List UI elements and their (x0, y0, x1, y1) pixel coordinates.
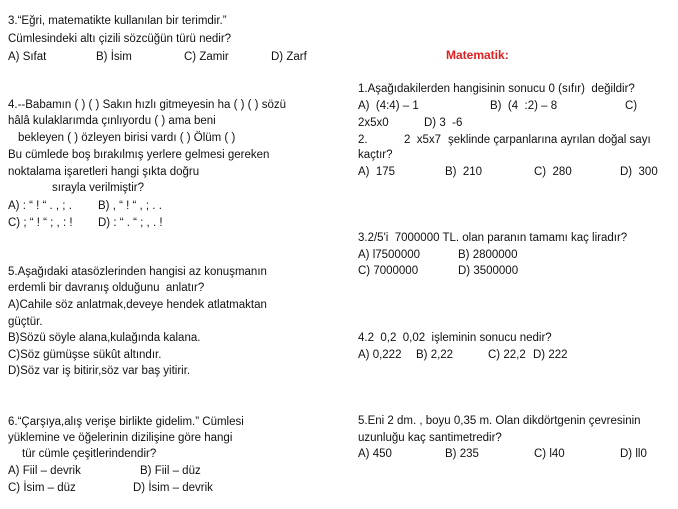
math-question-3-option-a: A) l7500000 (358, 249, 421, 261)
question-5-option-d: D)Söz var iş bitirir,söz var baş yitirir. (8, 365, 191, 377)
math-question-4-option-d: D) 222 (533, 349, 568, 361)
question-3-option-a: A) Sıfat (8, 51, 47, 63)
math-question-5-option-a: A) 450 (358, 448, 392, 460)
question-5-option-a: A)Cahile söz anlatmak,deveye hendek atlatmaktan (8, 299, 267, 311)
question-3-option-d: D) Zarf (271, 51, 307, 63)
question-6-option-b: B) Fiil – düz (140, 465, 201, 477)
question-6-option-d: D) İsim – devrik (133, 482, 213, 494)
question-4-text: hâlâ kulaklarımda çınlıyordu ( ) ama beni (8, 115, 216, 127)
math-question-1-option-b: B) (4 :2) – 8 (490, 100, 558, 112)
math-question-4-text: 4.2 0,2 0,02 işleminin sonucu nedir? (358, 332, 552, 344)
math-question-5-text: 5.Eni 2 dm. , boyu 0,35 m. Olan dikdörtgenin çevresinin (358, 415, 641, 427)
math-question-1-option-c: C) (625, 100, 638, 112)
math-question-3-text: 3.2/5'i 7000000 TL. olan paranın tamamı kaç liradır? (358, 232, 628, 244)
math-question-5-option-d: D) ll0 (620, 448, 647, 460)
question-5-option-a: güçtür. (8, 316, 43, 328)
question-5-text: erdemli bir davranış olduğunu anlatır? (8, 282, 205, 294)
question-6-text: tür cümle çeşitlerindendir? (22, 448, 157, 460)
question-3-text: 3.“Eğri, matematikte kullanılan bir terimdir.” (8, 15, 227, 27)
question-5-option-b: B)Sözü söyle alana,kulağında kalana. (8, 332, 201, 344)
math-question-1-option-c-value: 2x5x0 (358, 117, 389, 129)
math-question-5-option-b: B) 235 (445, 448, 479, 460)
math-question-4-option-b: B) 2,22 (416, 349, 454, 361)
math-question-2-option-a: A) 175 (358, 166, 396, 178)
question-6-text: 6.“Çarşıya,alış verişe birlikte gidelim.” Cümlesi (8, 416, 244, 428)
math-question-4-option-a: A) 0,222 (358, 349, 402, 361)
math-question-2-text: şeklinde çarpanlarına ayrılan doğal sayı (448, 134, 651, 146)
question-3-option-b: B) İsim (96, 51, 132, 63)
math-question-1-option-a: A) (4:4) – 1 (358, 100, 419, 112)
question-4-text: Bu cümlede boş bırakılmış yerlere gelmesi gereken (8, 149, 270, 161)
question-5-text: 5.Aşağıdaki atasözlerinden hangisi az konuşmanın (8, 266, 267, 278)
question-4-option-d: D) : “ . “ ; , . ! (98, 217, 163, 229)
question-4-option-c: C) ; “ ! “ ; , : ! (8, 217, 73, 229)
math-question-2-expression: 2 x5x7 (404, 134, 442, 146)
question-4-text: bekleyen ( ) özleyen birisi vardı ( ) Ölüm ( ) (18, 132, 236, 144)
question-6-option-c: C) İsim – düz (8, 482, 76, 494)
question-4-option-b: B) , “ ! “ , ; . . (98, 200, 162, 212)
question-4-text: 4.--Babamın ( ) ( ) Sakın hızlı gitmeyesin ha ( ) ( ) sözü (8, 99, 286, 111)
math-question-1-option-d: D) 3 -6 (424, 117, 463, 129)
page-title: Matematik: (446, 48, 509, 62)
question-4-text: sırayla verilmiştir? (52, 182, 145, 194)
question-3-text: Cümlesindeki altı çizili sözcüğün türü nedir? (8, 33, 232, 45)
math-question-2-option-c: C) 280 (534, 166, 572, 178)
math-question-2-option-d: D) 300 (620, 166, 658, 178)
question-3-option-c: C) Zamir (184, 51, 229, 63)
math-question-2-text: kaçtır? (358, 149, 393, 161)
math-question-5-text: uzunluğu kaç santimetredir? (358, 432, 502, 444)
question-4-text: noktalama işaretleri hangi şıkta doğru (8, 166, 200, 178)
math-question-2-number: 2. (358, 134, 368, 146)
math-question-3-option-b: B) 2800000 (458, 249, 518, 261)
math-question-5-option-c: C) l40 (534, 448, 565, 460)
math-question-3-option-c: C) 7000000 (358, 265, 419, 277)
math-question-2-option-b: B) 210 (445, 166, 483, 178)
question-6-option-a: A) Fiil – devrik (8, 465, 81, 477)
question-5-option-c: C)Söz gümüşse sükût altındır. (8, 349, 162, 361)
math-question-1-text: 1.Aşağıdakilerden hangisinin sonucu 0 (sıfır) değildir? (358, 83, 635, 95)
math-question-4-option-c: C) 22,2 (488, 349, 526, 361)
question-4-option-a: A) : “ ! “ . , ; . (8, 200, 72, 212)
question-6-text: yüklemine ve öğelerinin dizilişine göre hangi (8, 432, 233, 444)
math-question-3-option-d: D) 3500000 (458, 265, 519, 277)
